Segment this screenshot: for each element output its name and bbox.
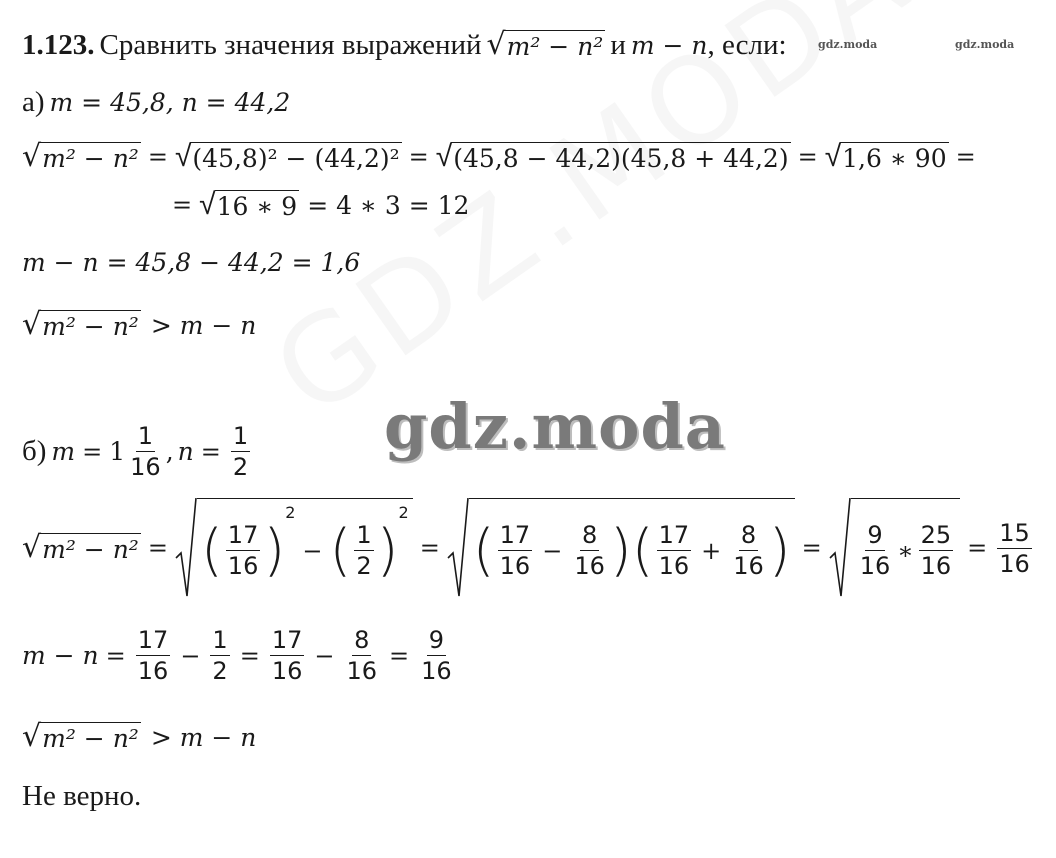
part-b-label: б) — [22, 435, 47, 467]
task-text: Сравнить значения выражений — [99, 28, 482, 61]
conj: и — [610, 28, 626, 61]
part-b-conclusion: √ m² − n² > m − n — [22, 719, 257, 754]
part-a-step1: √ m² − n² = √ (45,8)² − (44,2)² = √ (45,8 − 44,2)(45,8 + 44,2) = √ 1,6 ∗ 90 = — [22, 139, 976, 174]
part-a-conclusion: √ m² − n² > m − n — [22, 307, 257, 342]
task-statement — [22, 27, 787, 62]
title-sqrt: √ m² − n² — [486, 27, 604, 62]
faint-watermark — [250, 0, 1056, 444]
watermark-top-right: gdz.moda — [955, 38, 1015, 51]
big-sqrt-3: $\frac{9}{16}$ ∗ $\frac{25}{16}$ — [829, 498, 960, 598]
part-a-given: а) m = 45,8, n = 44,2 — [22, 86, 291, 118]
title-tail: , если: — [707, 28, 787, 61]
task-number: 1.123. — [22, 28, 95, 61]
watermark-center: gdz.moda — [384, 390, 726, 463]
title-diff: m − n — [630, 30, 708, 60]
part-b-diff: m − n = $\frac{17}{16}$ − $\frac{1}{2}$ = $\frac{17}{16}$ − $\frac{8}{16}$ = $\frac{9}{16}$ — [22, 626, 452, 685]
part-a-label: а) — [22, 86, 45, 118]
part-a-step2: = √ 16 ∗ 9 = 4 ∗ 3 = 12 — [172, 187, 470, 222]
big-sqrt-1: ( $\frac{17}{16}$ ) 2 − ( $\frac{1}{2}$ ) 2 — [175, 498, 413, 598]
big-sqrt-2: ( $\frac{17}{16}$ − $\frac{8}{16}$ ) ( $\frac{17}{16}$ + $\frac{8}{16}$ ) — [447, 498, 795, 598]
part-b-given: б) m = 1 $\frac{1}{16}$ , n = $\frac{1}{2}$ — [22, 422, 249, 481]
verdict: Не верно. — [22, 780, 142, 812]
part-a-diff: m − n = 45,8 − 44,2 = 1,6 — [22, 248, 361, 277]
part-b-step1: √ m² − n² = ( $\frac{17}{16}$ ) 2 − ( $\frac{1}{2}$ ) 2 = ( $\frac{17}{16}$ − $\frac{8}{16}$ ) ( $\frac{17}{16}$ + $\frac{8}{16}$ ) = $\frac{9}{16}$ ∗ $\frac{25}{16}$ = $\frac{15}{16}$ — [22, 498, 1035, 598]
watermark-top-left: gdz.moda — [818, 38, 878, 51]
